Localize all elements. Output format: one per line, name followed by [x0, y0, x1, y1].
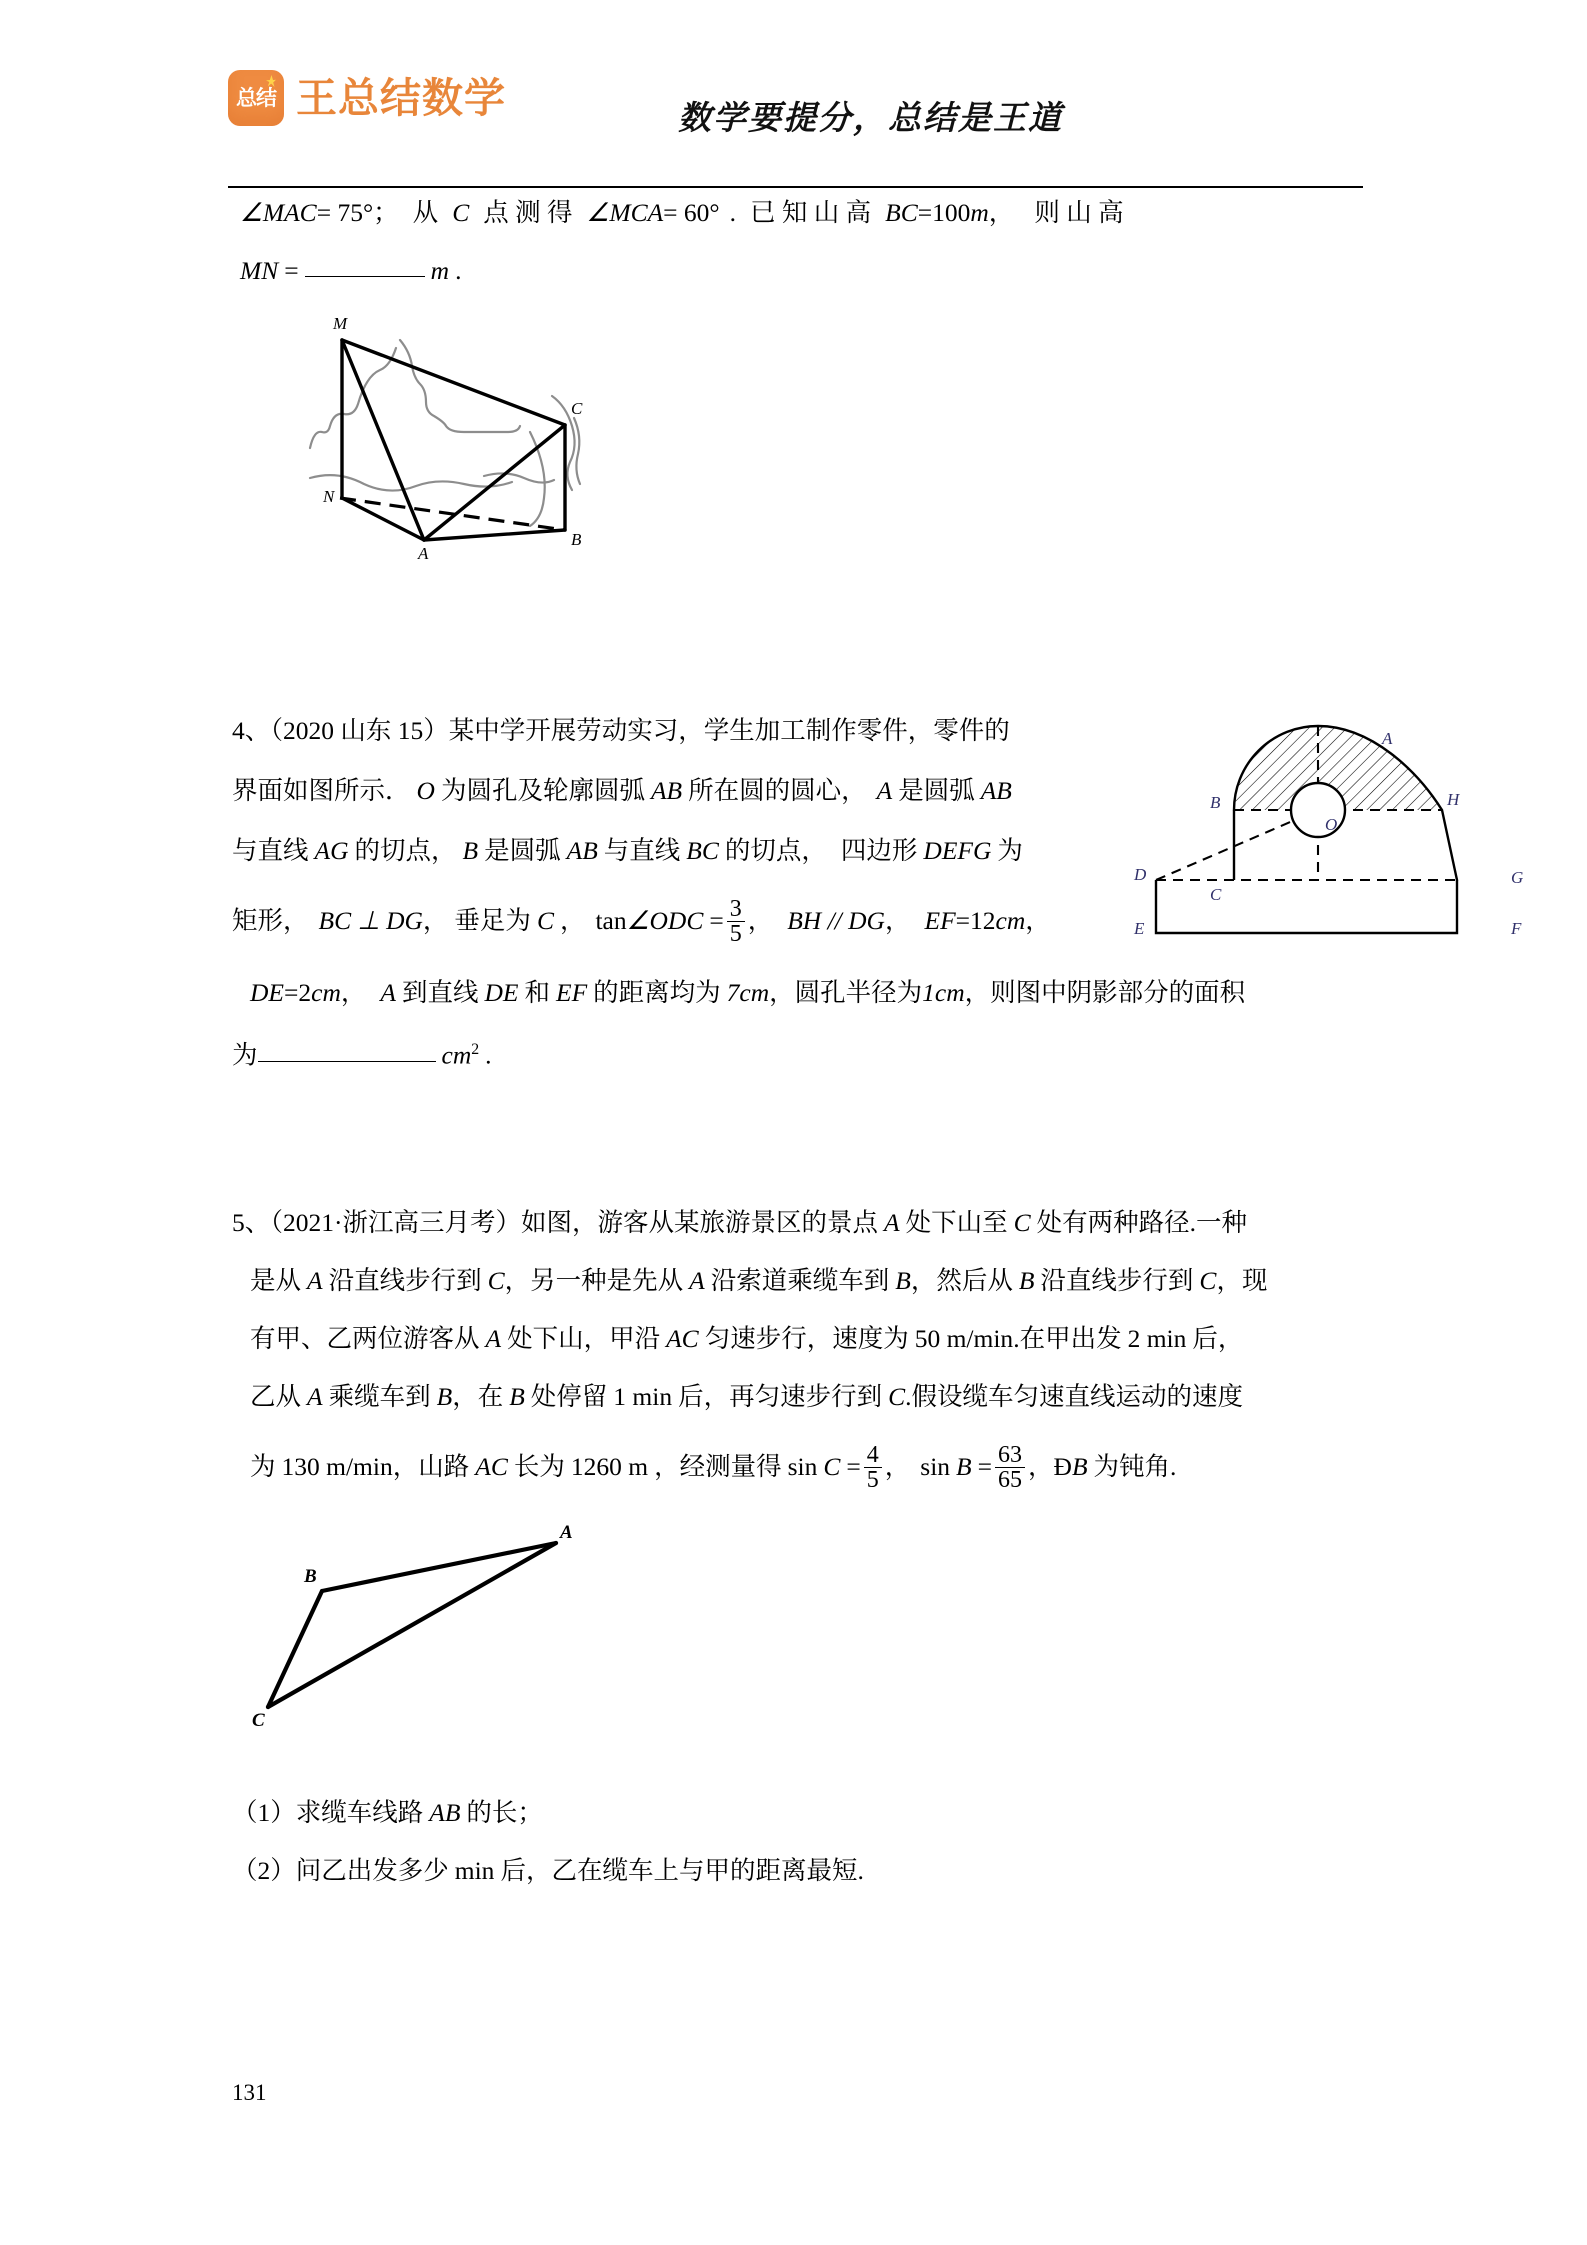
triangle-abc-svg	[230, 1525, 610, 1745]
p5-q1c: 的长；	[466, 1798, 543, 1827]
spark-icon	[266, 75, 276, 87]
p5-time-1min: 1 min	[613, 1382, 673, 1411]
p5-l4c: 乘缆车到	[328, 1382, 431, 1411]
p4-frac-num: 3	[729, 896, 742, 922]
p4-point-b: B	[462, 836, 479, 865]
p5-fraction-63-65	[995, 1443, 1025, 1493]
label-M: M	[333, 314, 348, 333]
p5-point-b5: B	[1071, 1451, 1088, 1481]
p4-point-a2: A	[380, 978, 396, 1007]
problem5-diagram	[230, 1525, 610, 1750]
p4-l4k: ，	[884, 905, 911, 935]
p4-bh-parallel-dg: BH // DG	[787, 905, 885, 935]
header-divider	[228, 186, 1363, 188]
problem5-line-2	[250, 1268, 1267, 1294]
p5-unit-min: min	[454, 1856, 495, 1885]
p4-bc-perp-dg: BC ⊥ DG	[318, 905, 423, 935]
p3-eq2: = 60°	[663, 198, 720, 227]
p4-foot-c: C	[536, 905, 554, 935]
problem4-line-5	[250, 980, 1245, 1006]
p5-l5g: ，经测量得	[654, 1451, 782, 1481]
p4-line-de: DE	[484, 978, 519, 1007]
problem4-line-4	[232, 898, 1051, 948]
p4-l3g: 与直线	[603, 836, 681, 865]
p5-q2c: 后，乙在缆车上与甲的距离最短.	[500, 1856, 864, 1885]
p5-l3a: 有甲、乙两位游客从	[250, 1324, 480, 1353]
p5-l2c: 沿直线步行到	[328, 1266, 482, 1295]
p4-l2g: 是圆弧	[898, 776, 975, 805]
p3-eq1: = 75°	[316, 198, 374, 227]
p5-l2k: 沿直线步行到	[1040, 1266, 1194, 1295]
p5-l5j: ，	[884, 1451, 911, 1481]
problem4-line-2	[232, 778, 1012, 804]
p4-l5n: ，则图中阴影部分的面积	[964, 978, 1246, 1007]
label-B: B	[571, 530, 582, 549]
p3-angle-mac: ∠MAC	[240, 198, 317, 227]
p5-frac1-num: 4	[866, 1442, 879, 1468]
p4-l1: 某中学开展劳动实习，学生加工制作零件，零件的	[448, 716, 1010, 745]
label-C: C	[1210, 885, 1222, 904]
problem5-line-1	[232, 1210, 1247, 1236]
p5-l2a: 是从	[250, 1266, 302, 1295]
p5-point-a5: A	[307, 1382, 323, 1411]
p3-unit-m: m	[970, 198, 989, 227]
p3-point-c: C	[452, 198, 470, 227]
p3-period2: .	[455, 256, 462, 285]
p3-period: .	[729, 198, 736, 227]
p4-dist-7cm: 7cm	[726, 978, 770, 1007]
p4-unit-cm-2: cm	[311, 978, 341, 1007]
problem5-line-3	[250, 1326, 1243, 1352]
p5-point-a2: A	[307, 1266, 323, 1295]
p4-l5f: 到直线	[401, 978, 479, 1007]
triangle-labels	[252, 1525, 573, 1731]
p5-l3g: .在甲出发	[1013, 1324, 1122, 1353]
p4-l3j: 四边形	[840, 836, 918, 865]
p5-time-2min: 2 min	[1127, 1324, 1187, 1353]
label-A: A	[418, 544, 429, 563]
label-B: B	[1210, 793, 1221, 812]
p4-unit-cm-1: cm	[995, 905, 1026, 935]
p5-l5e: 长为	[513, 1451, 565, 1481]
problem4-line-1	[232, 718, 1010, 744]
p4-l4m: =12	[955, 905, 996, 935]
p4-l2a: 界面如图所示．	[232, 776, 411, 805]
p4-center-o: O	[416, 776, 435, 805]
label-N: N	[323, 487, 335, 506]
p4-source: （2020 山东 15）	[270, 716, 449, 745]
p4-l5j: 的距离均为	[593, 978, 721, 1007]
p5-point-b2: B	[1018, 1266, 1035, 1295]
machine-part-svg	[1120, 700, 1530, 970]
p3-text1: 从	[412, 198, 439, 227]
p4-l3c: 的切点，	[354, 836, 457, 865]
logo-badge-text: 总结	[236, 86, 276, 110]
p5-l5p: 为钝角.	[1093, 1451, 1177, 1481]
p5-l5m: ，	[1028, 1451, 1054, 1481]
p4-l4a: 矩形，	[232, 905, 309, 935]
logo-badge-icon	[228, 70, 284, 126]
p4-number: 4、	[232, 716, 271, 745]
p3-text5: 则 山 高	[1034, 198, 1124, 227]
p4-line-ag: AG	[314, 836, 349, 865]
brand-logo	[228, 70, 506, 126]
p5-l5i: =	[846, 1451, 861, 1481]
p3-text2: 点 测 得	[483, 198, 573, 227]
p5-l1a: 如图，游客从某旅游景区的景点	[521, 1208, 879, 1237]
p5-sin-b: sin B	[920, 1451, 972, 1481]
page-header	[228, 70, 1358, 148]
p5-fraction-4-5	[864, 1443, 882, 1493]
brand-name: 王总结数学	[296, 74, 506, 121]
label-B: B	[304, 1566, 317, 1587]
label-A: A	[1382, 729, 1393, 748]
p5-point-a1: A	[884, 1208, 900, 1237]
problem4-diagram	[1120, 700, 1530, 975]
p4-l3e: 是圆弧	[484, 836, 561, 865]
p5-sin-c: sin C	[787, 1451, 841, 1481]
problem5-line-4	[250, 1384, 1243, 1410]
p4-rect-defg: DEFG	[923, 836, 992, 865]
p5-point-a3: A	[689, 1266, 705, 1295]
p4-l2e: 所在圆的圆心，	[688, 776, 867, 805]
p3-text3: 已 知 山 高	[750, 198, 872, 227]
p5-l4k: .假设缆车匀速直线运动的速度	[905, 1382, 1244, 1411]
p4-unit-cm-3: cm	[441, 1040, 472, 1070]
p5-point-a4: A	[485, 1324, 502, 1353]
p5-angle-symbol: Ð	[1053, 1451, 1072, 1481]
p4-frac-den: 5	[727, 921, 745, 946]
label-G: G	[1511, 868, 1524, 887]
p4-l5d: ，	[340, 978, 367, 1007]
p4-l2c: 为圆孔及轮廓圆弧	[440, 776, 645, 805]
p4-tan-odc: tan∠ODC	[595, 905, 704, 935]
p4-radius-1cm: 1cm	[922, 978, 965, 1007]
p5-l2g: 沿索道乘缆车到	[710, 1266, 890, 1295]
p5-q1a: （1）求缆车线路	[232, 1798, 424, 1827]
label-A: A	[560, 1525, 573, 1543]
p4-arc-ab-3: AB	[566, 836, 598, 865]
p4-arc-ab-2: AB	[980, 776, 1012, 805]
p4-l4o: ，	[1025, 905, 1051, 935]
p5-point-b1: B	[895, 1266, 911, 1295]
p5-speed-50: 50 m/min	[914, 1324, 1014, 1353]
p4-l5l: ，圆孔半径为	[769, 978, 923, 1007]
p4-l4d: 垂足为	[454, 905, 531, 935]
problem5-question-2	[232, 1858, 864, 1884]
label-D: D	[1134, 865, 1147, 884]
p5-frac2-num: 63	[998, 1442, 1023, 1468]
label-H: H	[1447, 790, 1460, 809]
problem4-line-6	[232, 1042, 492, 1068]
p5-l3i: 后，	[1192, 1324, 1244, 1353]
p5-point-c4: C	[888, 1382, 906, 1411]
p3-sep1: ；	[373, 198, 399, 227]
problem3-line-2	[240, 258, 461, 284]
p5-point-b3: B	[436, 1382, 453, 1411]
p5-l4i: 后，再匀速步行到	[678, 1382, 883, 1411]
p4-l5b: =2	[284, 978, 312, 1007]
label-F: F	[1511, 919, 1522, 938]
p5-point-c1: C	[1013, 1208, 1031, 1237]
rect-defg-solid	[1156, 880, 1457, 933]
p4-l3l: 为	[997, 836, 1023, 865]
p4-l4i: ，	[747, 905, 774, 935]
p4-l3i: 的切点，	[724, 836, 827, 865]
p4-l6a: 为	[232, 1040, 258, 1070]
p5-l4e: ，在	[452, 1382, 504, 1411]
page-number: 131	[232, 2080, 267, 2105]
p4-l4f: ，	[559, 905, 586, 935]
p4-l6c: .	[485, 1040, 492, 1070]
p5-l3c: 处下山，甲沿	[507, 1324, 661, 1353]
problem3-diagram	[228, 300, 648, 605]
p3-comma: ，	[988, 198, 1015, 227]
p4-ef: EF	[924, 905, 956, 935]
p5-l4a: 乙从	[250, 1382, 302, 1411]
p4-line-bc: BC	[686, 836, 719, 865]
p3-angle-mca: ∠MCA	[586, 198, 664, 227]
p4-l3a: 与直线	[232, 836, 309, 865]
p3-answer-blank[interactable]	[305, 276, 425, 277]
p5-l5c: ，山路	[392, 1451, 470, 1481]
p4-answer-blank[interactable]	[258, 1061, 436, 1062]
p5-l1e: 处有两种路径.一种	[1036, 1208, 1248, 1237]
p5-point-c3: C	[1199, 1266, 1217, 1295]
p5-path-ac: AC	[666, 1324, 699, 1353]
problem4-line-3	[232, 838, 1023, 864]
p5-l5a: 为	[250, 1451, 276, 1481]
p5-frac2-den: 65	[995, 1467, 1025, 1492]
problem5-line-5	[250, 1444, 1176, 1494]
p5-source: （2021·浙江高三月考）	[270, 1208, 522, 1237]
p4-fraction-3-5	[727, 897, 745, 947]
p5-l4g: 处停留	[530, 1382, 608, 1411]
p5-number: 5、	[232, 1208, 271, 1237]
label-C: C	[252, 1710, 265, 1731]
p5-segment-ab: AB	[429, 1798, 461, 1827]
p4-l5h: 和	[524, 978, 550, 1007]
prism-edges	[342, 340, 565, 540]
label-C: C	[571, 399, 583, 418]
problem3-line-1	[240, 200, 1124, 226]
p4-arc-ab-1: AB	[650, 776, 683, 805]
p5-point-c2: C	[487, 1266, 505, 1295]
label-O: O	[1325, 815, 1338, 834]
p4-l4c: ，	[422, 905, 449, 935]
p4-point-a: A	[876, 776, 893, 805]
p5-l5l: =	[977, 1451, 993, 1481]
p3-unit-m2: m	[430, 256, 450, 285]
p4-l4h: =	[709, 905, 724, 935]
p5-speed-130: 130 m/min	[281, 1451, 393, 1481]
label-E: E	[1134, 919, 1145, 938]
p5-l1c: 处下山至	[905, 1208, 1008, 1237]
p5-frac1-den: 5	[864, 1467, 882, 1492]
p5-l3e: 匀速步行，速度为	[704, 1324, 909, 1353]
p4-exponent-2: 2	[471, 1041, 480, 1058]
p3-eq3: =100	[917, 198, 971, 227]
p4-line-ef: EF	[556, 978, 588, 1007]
p4-de: DE	[250, 978, 284, 1007]
p5-path-ac2: AC	[475, 1451, 508, 1481]
p5-l2i: ，然后从	[910, 1266, 1013, 1295]
p3-bc: BC	[885, 198, 918, 227]
p5-l2e: ，另一种是先从	[504, 1266, 684, 1295]
p5-l2m: ，现	[1216, 1266, 1268, 1295]
problem5-question-1	[232, 1800, 543, 1826]
p5-point-b4: B	[509, 1382, 525, 1411]
p5-q2a: （2）问乙出发多少	[232, 1856, 449, 1885]
p5-length-1260: 1260 m	[570, 1451, 649, 1481]
p3-mn: MN	[240, 256, 279, 285]
brand-tagline: 数学要提分，总结是王道	[678, 101, 1063, 137]
p3-eq4: =	[284, 256, 299, 285]
mountain-prism-svg	[228, 300, 648, 600]
